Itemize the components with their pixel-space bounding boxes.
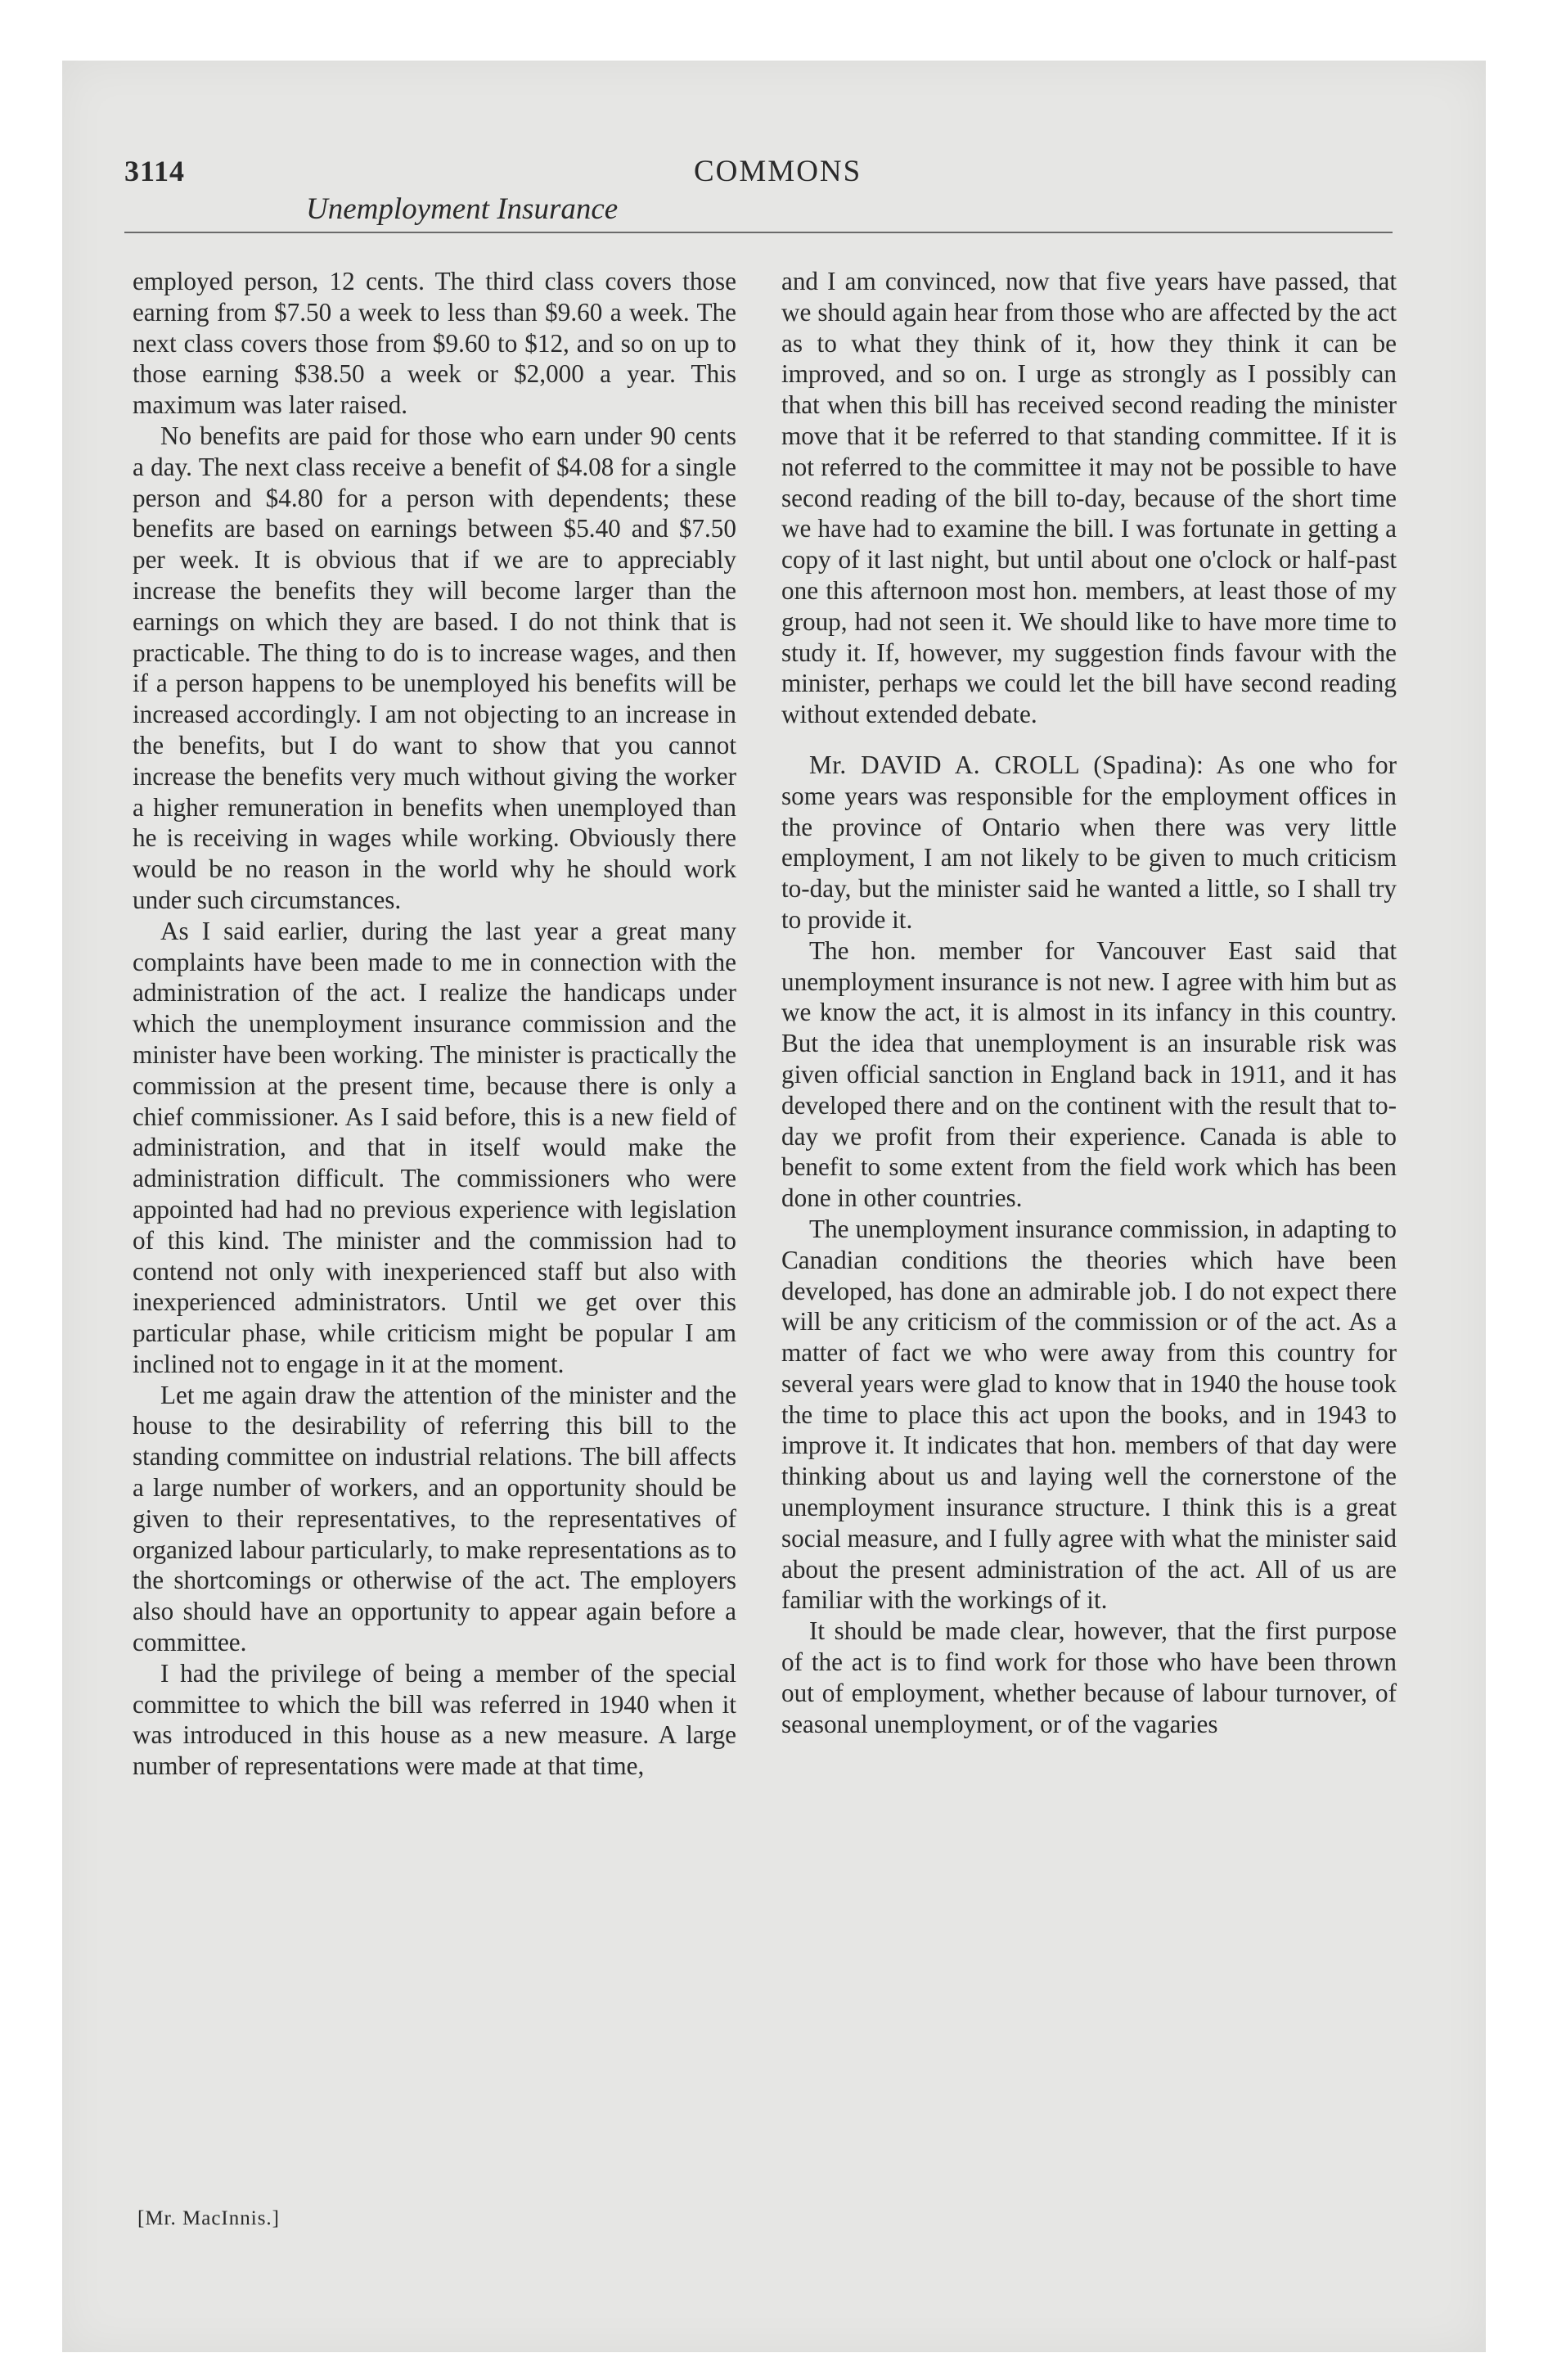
paragraph: It should be made clear, however, that the first purpose of the act is to find work for those who have been thrown out of employment, whether because of labour turnover, of seasonal unemployment, or of the vagaries	[781, 1616, 1397, 1738]
paragraph: The unemployment insurance commission, in adapting to Canadian conditions the theories which have been developed, has done an admirable job. I do not expect there will be any criticism of the commission or of the act. As a matter of fact we who were away from this country for several years were glad to know that in 1940 the house took the time to place this act upon the books, and in 1943 to improve it. It indicates that hon. members of that day were thinking about us and laying well the cornerstone of the unemployment insurance structure. I think this is a great social measure, and I fully agree with what the minister said about the present administration of the act. All of us are familiar with the workings of it.	[781, 1214, 1397, 1615]
speaker-name: Mr. DAVID A. CROLL (Spadina):	[809, 750, 1204, 779]
right-column	[781, 266, 1397, 1739]
page-footer: [Mr. MacInnis.]	[137, 2207, 280, 2229]
paragraph: The hon. member for Vancouver East said that unemployment insurance is not new. I agree with him but as we know the act, it is almost in its infancy in this country. But the idea that unemployment is an insurable risk was given official sanction in England back in 1911, and it has developed there and on the continent with the result that to-day we profit from their experience. Canada is able to benefit to some extent from the field work which has been done in other countries.	[781, 935, 1397, 1213]
page-header	[124, 154, 1393, 233]
left-column	[133, 266, 736, 1782]
paragraph: I had the privilege of being a member of the special committee to which the bill was referred in 1940 when it was introduced in this house as a new measure. A large number of representations were made at that time,	[133, 1658, 736, 1781]
paragraph: As I said earlier, during the last year a great many complaints have been made to me in connection with the administration of the act. I realize the handicaps under which the unemployment insurance commission and the minister have been working. The minister is practically the commission at the present time, because there is only a chief commissioner. As I said before, this is a new field of administration, and that in itself would make the administration difficult. The commissioners who were appointed had had no previous experience with legislation of this kind. The minister and the commission had to contend not only with inexperienced staff but also with inexperienced administrators. Until we get over this particular phase, while criticism might be popular I am inclined not to engage in it at the moment.	[133, 916, 736, 1378]
paragraph: employed person, 12 cents. The third class covers those earning from $7.50 a week to less than $9.60 a week. The next class covers those from $9.60 to $12, and so on up to those earning $38.50 a week or $2,000 a year. This maximum was later raised.	[133, 267, 736, 420]
speech-text: As one who for some years was responsible for the employment offices in the province of Ontario when there was very little employment, I am not likely to be given to much criticism to-day, but the minister said he wanted a little, so I shall try to provide it.	[781, 750, 1397, 934]
page-number: 3114	[124, 155, 186, 187]
paragraph: and I am convinced, now that five years have passed, that we should again hear from those who are affected by the act as to what they think of it, how they think it can be improved, and so on. I urge as strongly as I possibly can that when this bill has received second reading the minister move that it be referred to that standing committee. If it is not referred to the committee it may not be possible to have second reading of the bill to-day, because of the short time we have had to examine the bill. I was fortunate in getting a copy of it last night, but until about one o'clock or half-past one this afternoon most hon. members, at least those of my group, had not seen it. We should like to have more time to study it. If, however, my suggestion finds favour with the minister, perhaps we could let the bill have second reading without extended debate.	[781, 267, 1397, 729]
chamber-title: COMMONS	[694, 155, 862, 188]
speech-paragraph	[781, 750, 1397, 935]
paragraph: Let me again draw the attention of the minister and the house to the desirability of referring this bill to the standing committee on industrial relations. The bill affects a large number of workers, and an opportunity should be given to their representatives, to the representatives of organized labour particularly, to make representations as to the shortcomings or otherwise of the act. The employers also should have an opportunity to appear again before a committee.	[133, 1380, 736, 1657]
running-title: Unemployment Insurance	[306, 192, 619, 226]
paragraph: No benefits are paid for those who earn under 90 cents a day. The next class receive a benefit of $4.08 for a single person and $4.80 for a person with dependents; these benefits are based on earnings between $5.40 and $7.50 per week. It is obvious that if we are to appreciably increase the benefits they will become larger than the earnings on which they are based. I do not think that is practicable. The thing to do is to increase wages, and then if a person happens to be unemployed his benefits will be increased accordingly. I am not objecting to an increase in the benefits, but I do want to show that you cannot increase the benefits very much without giving the worker a higher remuneration in benefits when unemployed than he is receiving in wages while working. Obviously there would be no reason in the world why he should work under such circumstances.	[133, 421, 736, 914]
